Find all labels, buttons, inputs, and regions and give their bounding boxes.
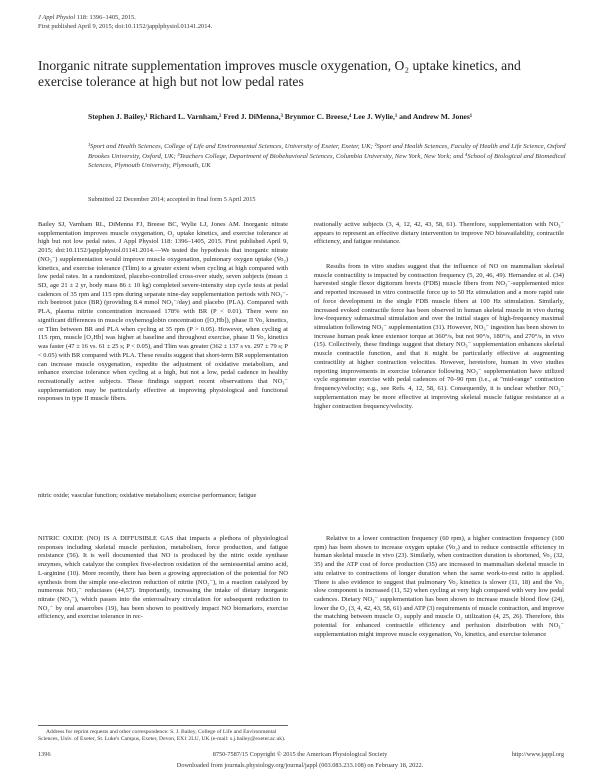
page-number: 1396 (38, 751, 51, 758)
journal-url-link[interactable]: http://www.jappl.org (511, 751, 564, 758)
keywords: nitric oxide; vascular function; oxidative metabolism; exercise performance; fatigue (38, 492, 257, 499)
introduction-right-column-para2 (314, 263, 564, 411)
journal-header (38, 14, 212, 31)
abstract-text: Bailey SJ, Varnham RL, DiMenna FJ, Breese BC, Wylie LJ, Jones AM. Inorganic nitrate supplementation improves muscle oxygenation, O₂ uptake kinetics, and exercise tolerance at high but not low pedal rates. J Appl Physiol 118: 1396–1405, 2015. First published April 9, 2015; doi:10.1152/japplphysiol.01141.2014.—We tested the hypothesis that inorganic nitrate (NO₃⁻) supplementation would improve muscle oxygenation, pulmonary oxygen uptake (V̇o₂) kinetics, and exercise tolerance (Tlim) to a greater extent when cycling at high compared with low pedal rates. In a randomized, placebo-controlled cross-over study, seven subjects (mean ± SD, age 21 ± 2 yr, body mass 86 ± 10 kg) completed severe-intensity step cycle tests at pedal cadences of 35 rpm and 115 rpm during separate nine-day supplementation periods with NO₃⁻-rich beetroot juice (BR) (providing 8.4 mmol NO₃⁻/day) and placebo (PLA). Compared with PLA, plasma nitrite concentration increased 178% with BR (P < 0.01). There were no significant differences in muscle oxyhemoglobin concentration ([O₂Hb]), phase II V̇o₂ kinetics, or Tlim between BR and PLA when cycling at 35 rpm (P > 0.05). However, when cycling at 115 rpm, muscle [O₂Hb] was higher at baseline and throughout exercise, phase II V̇o₂ kinetics was faster (47 ± 16 vs. 61 ± 25 s; P < 0.05), and Tlim was greater (362 ± 137 s vs. 297 ± 79 s; P < 0.05) with BR compared with PLA. These results suggest that short-term BR supplementation can increase muscle oxygenation, expedite the adjustment of oxidative metabolism, and enhance exercise tolerance when cycling at a high, but not a low, pedal cadence in healthy recreationally active subjects. These findings support recent observations that NO₃⁻ supplementation may be particularly effective at improving physiological and functional responses in type II muscle fibers. (38, 221, 288, 403)
footnote-divider (38, 725, 288, 726)
introduction-paragraph-3: Relative to a lower contraction frequency (60 rpm), a higher contraction frequency (100 rpm) has been shown to increase oxygen uptake (V̇o₂) and to reduce contractile efficiency in human skeletal muscle in vivo (23). Similarly, when contraction duration is shortened, V̇o₂ (32, 35) and the ATP cost of force production (35) are increased in mammalian skeletal muscle in situ relative to contractions of longer duration when the same work-to-rest ratio is applied. There is also evidence to suggest that pulmonary V̇o₂ kinetics is slower (11, 18) and the V̇o₂ slow component is increased (11, 52) when cycling at very high compared with very low pedal cadences. Dietary NO₃⁻ supplementation has been shown to increase muscle blood flow (24), lower the O₂ (3, 4, 42, 43, 58, 61) and ATP (3) requirements of muscle contraction, and improve the matching between muscle O₂ supply and muscle O₂ utilization (4, 25, 26). Therefore, this potential for enhanced contractile efficiency and perfusion distribution with NO₃⁻ supplementation might improve muscle oxygenation, V̇o₂ kinetics, and exercise tolerance (314, 535, 564, 638)
introduction-paragraph-1-continued: reationally active subjects (3, 4, 12, 42, 43, 58, 61). Therefore, supplementation with NO₃⁻ appears to represent an effective dietary intervention to improve NO bioavailability, contractile efficiency, and fatigue resistance. (314, 221, 564, 246)
first-published-line: First published April 9, 2015; doi:10.1152/japplphysiol.01141.2014. (38, 22, 213, 30)
introduction-right-column-top (314, 221, 564, 247)
author-list: Stephen J. Bailey,¹ Richard L. Varnham,² Fred J. DiMenna,³ Brynmor C. Breese,⁴ Lee J. Wylie,¹ and Andrew M. Jones¹ (88, 112, 473, 121)
introduction-left-column (38, 535, 288, 622)
abstract (38, 221, 288, 404)
introduction-paragraph-2: Results from in vitro studies suggest that the influence of NO on mammalian skeletal muscle contractility is impacted by contraction frequency (5, 20, 46, 49). Hernandez et al. (34) harvested single flexor digitorum brevis (FDB) muscle fibers from NO₃⁻-supplemented mice and reported increased in vitro contractile force up to 50 Hz stimulation and a more rapid rate of force development in the single FDB muscle fibers at 100 Hz stimulation. Similarly, increased evoked contractile force has been observed in human skeletal muscle in vivo during low-frequency submaximal stimulation and over the initial stages of high-frequency maximal stimulation following NO₃⁻ supplementation (31). However, NO₃⁻ ingestion has been shown to increase human peak knee extensor torque at 360°/s, but not 90°/s, 180°/s, and 270°/s, in vivo (15). Collectively, these findings suggest that dietary NO₃⁻ supplementation enhances skeletal muscle contractile function, and that it might be particularly effective at augmenting contractility at higher contraction velocities. However, heretofore, human in vivo studies reporting improvements in exercise tolerance following NO₃⁻ supplementation have utilized cycle ergometer exercise with pedal cadences of 70–90 rpm (i.e., at "mid-range" contraction frequency/velocity; e.g., see Refs. 4, 12, 58, 61). Consequently, it is unclear whether NO₃⁻ supplementation may be more effective at improving skeletal muscle fatigue resistance at a higher contraction frequency/velocity. (314, 263, 564, 410)
introduction-right-column-para3 (314, 535, 564, 640)
article-title: Inorganic nitrate supplementation improves muscle oxygenation, O₂ uptake kinetics, and exercise tolerance at high but not low pedal rates (38, 58, 521, 90)
correspondence-footnote: Address for reprint requests and other correspondence: S. J. Bailey, College of Life and Environmental Sciences, Univ. of Exeter, St. Luke's Campus, Exeter, Devon, EX1 2LU, UK (e-mail: s.j.bailey@exeter.ac.uk). (38, 729, 286, 743)
introduction-paragraph-1: NITRIC OXIDE (NO) IS A DIFFUSIBLE GAS that impacts a plethora of physiological responses including skeletal muscle perfusion, metabolism, force production, and fatigue resistance (56). It is well documented that NO is produced by the nitric oxide synthase enzymes, which catalyze the complex five-electron oxidation of the semiessential amino acid, L-arginine (10). More recently, there has been a growing appreciation of the potential for NO synthesis from the simple one-electron reduction of nitrite (NO₂⁻), in a reaction catalyzed by numerous NO₂⁻ reductases (44,57). Importantly, increasing the intake of dietary inorganic nitrate (NO₃⁻), which passes into the enterosalivary circulation for subsequent reduction to NO₂⁻ by oral anaerobes (19), has been shown to positively impact NO biomarkers, exercise efficiency, and exercise tolerance in rec- (38, 535, 288, 621)
author-affiliations: ¹Sport and Health Sciences, College of Life and Environmental Sciences, University of Exeter, Exeter, UK; ²Sport and Health Sciences, Faculty of Health and Life Science, Oxford Brookes University, Oxford, UK; ³Teachers College, Department of Biobehavioral Sciences, Columbia University, New York, New York; and ⁴School of Biological and Biomedical Sciences, Plymouth University, Plymouth, UK (88, 143, 566, 170)
submission-dates: Submitted 22 December 2014; accepted in final form 5 April 2015 (88, 196, 256, 203)
download-note: Downloaded from journals.physiology.org/journal/jappl (003.083.233.108) on February 18, 2022. (176, 762, 424, 769)
journal-name: J Appl Physiol (38, 14, 76, 21)
copyright-line: 8750-7587/15 Copyright © 2015 the American Physiological Society (212, 751, 388, 758)
journal-citation: 118: 1396–1405, 2015. (76, 14, 136, 21)
